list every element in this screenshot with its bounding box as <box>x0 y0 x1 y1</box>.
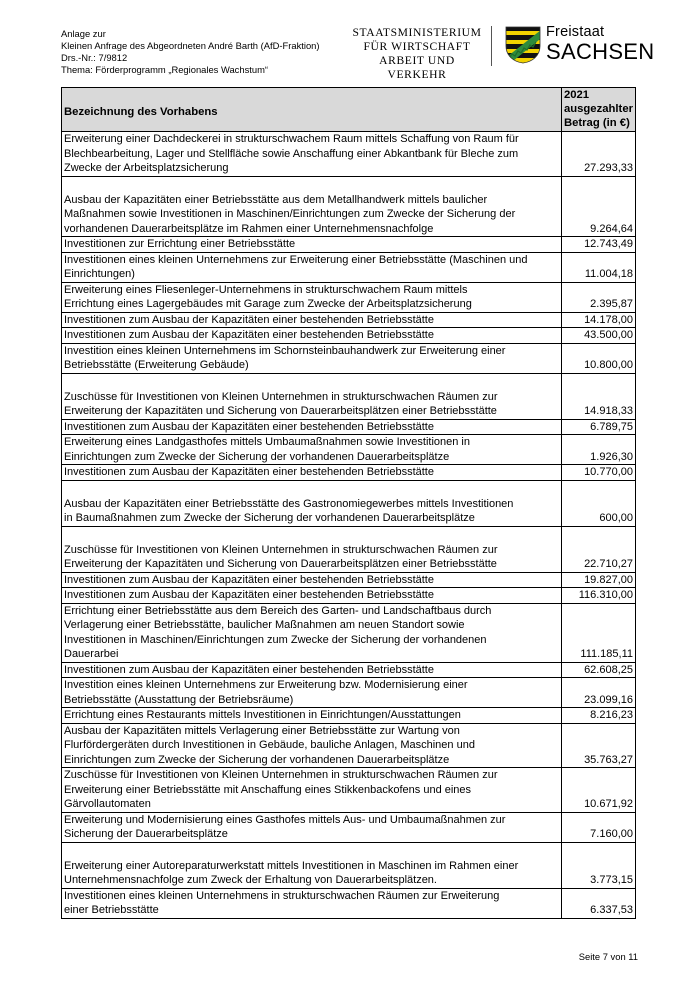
description-line: Ausbau der Kapazitäten mittels Verlagerung einer Betriebsstätte zur Wartung von <box>64 724 460 737</box>
project-description <box>62 708 562 724</box>
paid-amount: 600,00 <box>561 480 635 526</box>
ministry-line-1: STAATSMINISTERIUM <box>352 26 482 39</box>
ministry-line-3: ARBEIT UND VERKEHR <box>379 54 455 81</box>
project-description <box>62 176 562 237</box>
paid-amount: 35.763,27 <box>561 723 635 768</box>
description-line: Investition eines kleinen Unternehmens im Schornsteinbauhandwerk zur Erweiterung einer <box>64 344 506 357</box>
description-line: Erweiterung einer Betriebsstätte mit Anschaffung eines Stikkenbackofens und eines <box>64 783 472 796</box>
project-description <box>62 768 562 813</box>
header-line-inquiry: Kleinen Anfrage des Abgeordneten André Barth (AfD-Fraktion) <box>61 40 320 51</box>
description-line: Gärvollautomaten <box>64 798 151 810</box>
state-line-sachsen: SACHSEN <box>546 38 655 64</box>
description-line: Erweiterung einer Autoreparaturwerkstatt mittels Investitionen in Maschinen im Rahmen einer <box>64 859 519 872</box>
description-line: Zwecke der Arbeitsplatzsicherung <box>64 162 229 174</box>
description-line: Erweiterung einer Dachdeckerei in strukturschwachem Raum mittels Schaffung von Raum für <box>64 133 519 145</box>
paid-amount: 19.827,00 <box>561 572 635 588</box>
project-description <box>62 588 562 604</box>
project-description <box>62 662 562 678</box>
project-description <box>62 282 562 312</box>
project-description <box>62 678 562 708</box>
state-line-freistaat: Freistaat <box>546 24 605 40</box>
table-row <box>62 708 636 724</box>
description-line: Investitionen zur Errichtung einer Betriebsstätte <box>64 238 296 250</box>
table-row <box>62 480 636 526</box>
table-row <box>62 373 636 419</box>
description-line: Einrichtungen zum Zwecke der Sicherung der vorhandenen Dauerarbeitsplätze <box>64 753 450 766</box>
column-header-amount-paid: ausgezahlter <box>563 103 633 115</box>
description-line: Investitionen zum Ausbau der Kapazitäten einer bestehenden Betriebsstätte <box>64 420 434 433</box>
header-line-drs-nr: Drs.-Nr.: 7/9812 <box>61 52 128 63</box>
project-description <box>62 312 562 328</box>
project-description <box>62 723 562 768</box>
description-line: Zuschüsse für Investitionen von Kleinen Unternehmen in strukturschwachen Räumen zur <box>64 390 498 403</box>
description-line: Investitionen zum Ausbau der Kapazitäten einer bestehenden Betriebsstätte <box>64 589 434 601</box>
description-line: Blechbearbeitung, Lager und Stellfläche sowie Anschaffung einer Abkantbank für Bleche zum <box>64 147 519 160</box>
table-row <box>62 526 636 572</box>
column-header-amount-year: 2021 <box>563 89 590 101</box>
description-line: Dauerarbei <box>64 648 119 660</box>
state-wordmark <box>546 25 654 63</box>
description-line: Erweiterung der Kapazitäten und Sicherung von Dauerarbeitsplätzen einer Betriebsstätte <box>64 405 497 417</box>
description-line: Maßnahmen sowie Investitionen in Maschinen/Einrichtungen zum Zwecke der Sicherung der <box>64 208 516 220</box>
table-row <box>62 768 636 813</box>
description-line: Errichtung eines Restaurants mittels Investitionen in Einrichtungen/Ausstattungen <box>64 709 461 721</box>
table-row <box>62 282 636 312</box>
table-row <box>62 678 636 708</box>
paid-amount: 27.293,33 <box>561 132 635 177</box>
paid-amount: 14.918,33 <box>561 373 635 419</box>
description-line: Erweiterung eines Fliesenleger-Unternehmens in strukturschwachem Raum mittels <box>64 283 468 296</box>
project-description <box>62 526 562 572</box>
project-description <box>62 465 562 481</box>
description-line: Betriebsstätte (Ausstattung der Betriebsräume) <box>64 693 294 706</box>
description-line: Ausbau der Kapazitäten einer Betriebsstätte des Gastronomiegewerbes mittels Investitionen <box>64 497 514 510</box>
paid-amount: 10.770,00 <box>561 465 635 481</box>
description-line: Erweiterung der Kapazitäten und Sicherung von Dauerarbeitsplätzen einer Betriebsstätte <box>64 558 497 570</box>
project-description <box>62 480 562 526</box>
ministry-name <box>352 26 482 82</box>
header-line-annex: Anlage zur <box>61 28 106 39</box>
paid-amount: 62.608,25 <box>561 662 635 678</box>
project-description <box>62 435 562 465</box>
table-row <box>62 842 636 888</box>
table-row <box>62 252 636 282</box>
paid-amount: 23.099,16 <box>561 678 635 708</box>
project-description <box>62 237 562 253</box>
paid-amount: 7.160,00 <box>561 812 635 842</box>
paid-amount: 116.310,00 <box>561 588 635 604</box>
table-row <box>62 237 636 253</box>
paid-amount: 10.671,92 <box>561 768 635 813</box>
paid-amount: 11.004,18 <box>561 252 635 282</box>
description-line: Zuschüsse für Investitionen von Kleinen Unternehmen in strukturschwachen Räumen zur <box>64 769 498 781</box>
table-row <box>62 603 636 662</box>
description-line: Errichtung einer Betriebsstätte aus dem Bereich des Garten- und Landschaftbaus durch <box>64 604 492 617</box>
project-description <box>62 373 562 419</box>
table-row <box>62 662 636 678</box>
description-line: Zuschüsse für Investitionen von Kleinen Unternehmen in strukturschwachen Räumen zur <box>64 543 498 556</box>
description-line: Ausbau der Kapazitäten einer Betriebsstätte aus dem Metallhandwerk mittels baulicher <box>64 193 488 206</box>
table-header-row <box>62 88 636 132</box>
saxony-crest-icon <box>505 26 541 64</box>
description-line: Investition eines kleinen Unternehmens zur Erweiterung bzw. Modernisierung einer <box>64 679 468 691</box>
paid-amount: 9.264,64 <box>561 176 635 237</box>
description-line: Investitionen in Maschinen/Einrichtungen zum Zwecke der Sicherung der vorhandenen <box>64 633 487 646</box>
column-header-description: Bezeichnung des Vorhabens <box>62 88 562 132</box>
project-description <box>62 603 562 662</box>
paid-amount: 10.800,00 <box>561 343 635 373</box>
page-number: Seite 7 von 11 <box>578 951 638 962</box>
table-row <box>62 723 636 768</box>
table-row <box>62 888 636 918</box>
project-description <box>62 842 562 888</box>
project-description <box>62 328 562 344</box>
paid-amount: 6.789,75 <box>561 419 635 435</box>
project-description <box>62 252 562 282</box>
table-row <box>62 343 636 373</box>
description-line: Errichtung eines Lagergebäudes mit Garage zum Zwecke der Arbeitsplatzsicherung <box>64 298 472 310</box>
paid-amount: 14.178,00 <box>561 312 635 328</box>
description-line: vorhandenen Dauerarbeitsplätze im Rahmen einer Unternehmensnachfolge <box>64 222 434 235</box>
description-line: Flurfördergeräten durch Investitionen in Gebäude, bauliche Anlagen, Maschinen und <box>64 739 475 751</box>
paid-amount: 3.773,15 <box>561 842 635 888</box>
funding-table <box>61 87 636 919</box>
ministry-line-2: FÜR WIRTSCHAFT <box>363 40 471 53</box>
paid-amount: 2.395,87 <box>561 282 635 312</box>
description-line: Investitionen zum Ausbau der Kapazitäten einer bestehenden Betriebsstätte <box>64 663 434 676</box>
description-line: Investitionen eines kleinen Unternehmens in strukturschwachen Räumen zur Erweiterung <box>64 889 500 902</box>
document-header <box>61 28 320 76</box>
table-body <box>62 132 636 919</box>
paid-amount: 111.185,11 <box>561 603 635 662</box>
description-line: Investitionen zum Ausbau der Kapazitäten einer bestehenden Betriebsstätte <box>64 466 434 478</box>
project-description <box>62 419 562 435</box>
description-line: Betriebsstätte (Erweiterung Gebäude) <box>64 359 249 371</box>
paid-amount: 8.216,23 <box>561 708 635 724</box>
table-row <box>62 132 636 177</box>
description-line: Sicherung der Dauerarbeitsplätze <box>64 828 228 840</box>
description-line: einer Betriebsstätte <box>64 904 159 916</box>
description-line: Investitionen zum Ausbau der Kapazitäten einer bestehenden Betriebsstätte <box>64 329 434 341</box>
description-line: Erweiterung und Modernisierung eines Gasthofes mittels Aus- und Umbaumaßnahmen zur <box>64 813 506 826</box>
column-header-amount-unit: Betrag (in €) <box>563 117 630 129</box>
table-row <box>62 465 636 481</box>
project-description <box>62 132 562 177</box>
table-row <box>62 328 636 344</box>
description-line: Investitionen zum Ausbau der Kapazitäten einer bestehenden Betriebsstätte <box>64 573 434 586</box>
logo-divider <box>491 26 492 66</box>
table-row <box>62 572 636 588</box>
column-header-amount <box>561 88 635 132</box>
table-row <box>62 588 636 604</box>
description-line: in Baumaßnahmen zum Zwecke der Sicherung der vorhandenen Dauerarbeitsplätze <box>64 512 475 524</box>
description-line: Investitionen eines kleinen Unternehmens zur Erweiterung einer Betriebsstätte (Maschinen und <box>64 253 528 266</box>
table-row <box>62 176 636 237</box>
table-row <box>62 312 636 328</box>
description-line: Einrichtungen zum Zwecke der Sicherung der vorhandenen Dauerarbeitsplätze <box>64 450 450 463</box>
description-line: Investitionen zum Ausbau der Kapazitäten einer bestehenden Betriebsstätte <box>64 313 434 326</box>
project-description <box>62 812 562 842</box>
project-description <box>62 572 562 588</box>
paid-amount: 12.743,49 <box>561 237 635 253</box>
project-description <box>62 888 562 918</box>
table-row <box>62 435 636 465</box>
description-line: Erweiterung eines Landgasthofes mittels Umbaumaßnahmen sowie Investitionen in <box>64 436 470 448</box>
header-line-topic: Thema: Förderprogramm „Regionales Wachstum“ <box>61 64 269 75</box>
table-row <box>62 419 636 435</box>
table-row <box>62 812 636 842</box>
paid-amount: 6.337,53 <box>561 888 635 918</box>
description-line: Unternehmensnachfolge zum Zweck der Erhaltung von Dauerarbeitsplätzen. <box>64 874 437 886</box>
paid-amount: 22.710,27 <box>561 526 635 572</box>
description-line: Verlagerung einer Betriebsstätte, baulicher Maßnahmen am neuen Standort sowie <box>64 619 465 631</box>
paid-amount: 1.926,30 <box>561 435 635 465</box>
description-line: Einrichtungen) <box>64 268 135 280</box>
paid-amount: 43.500,00 <box>561 328 635 344</box>
project-description <box>62 343 562 373</box>
